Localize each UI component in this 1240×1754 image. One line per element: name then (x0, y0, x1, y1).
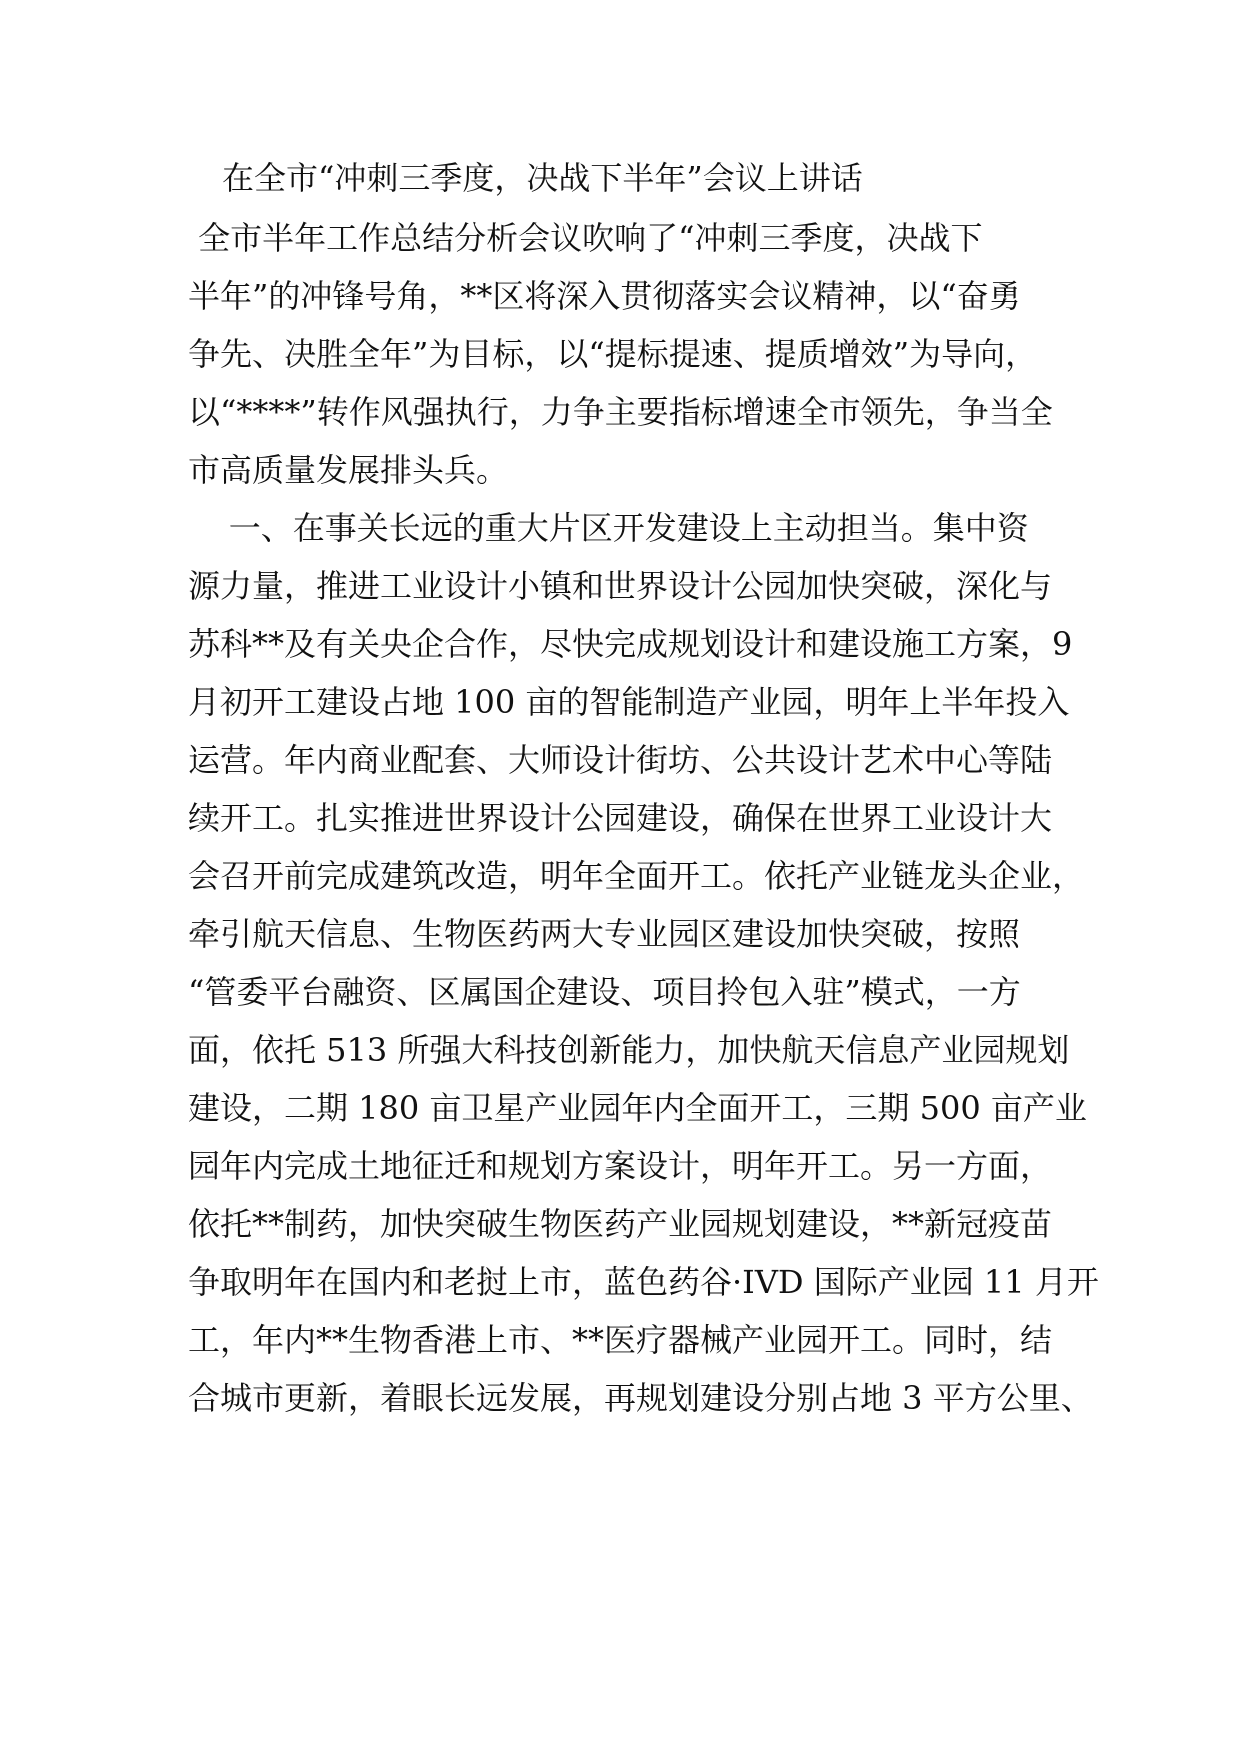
text-line: 市高质量发展排头兵。 (188, 451, 509, 489)
text-line: 运营。年内商业配套、大师设计街坊、公共设计艺术中心等陆 (188, 741, 1053, 779)
text-line: 苏科**及有关央企合作，尽快完成规划设计和建设施工方案，9 (188, 625, 1073, 663)
text-line: 会召开前完成建筑改造，明年全面开工。依托产业链龙头企业， (188, 857, 1085, 895)
document-title: 在全市“冲刺三季度，决战下半年”会议上讲话 (222, 159, 863, 197)
text-line: 面，依托 513 所强大科技创新能力，加快航天信息产业园规划 (188, 1031, 1070, 1069)
text-line: 全市半年工作总结分析会议吹响了“冲刺三季度，决战下 (188, 219, 983, 257)
text-line: 月初开工建设占地 100 亩的智能制造产业园，明年上半年投入 (188, 683, 1070, 721)
text-line: 园年内完成土地征迁和规划方案设计，明年开工。另一方面， (188, 1147, 1053, 1185)
text-line: 工，年内**生物香港上市、**医疗器械产业园开工。同时，结 (188, 1321, 1053, 1359)
text-line: 以“****”转作风强执行，力争主要指标增速全市领先，争当全 (188, 393, 1053, 431)
text-line: 争取明年在国内和老挝上市，蓝色药谷·IVD 国际产业园 11 月开 (188, 1263, 1099, 1301)
text-line: 依托**制药，加快突破生物医药产业园规划建设，**新冠疫苗 (188, 1205, 1053, 1243)
text-line: 牵引航天信息、生物医药两大专业园区建设加快突破，按照 (188, 915, 1021, 953)
text-line: “管委平台融资、区属国企建设、项目拎包入驻”模式，一方 (188, 973, 1021, 1011)
text-line: 源力量，推进工业设计小镇和世界设计公园加快突破，深化与 (188, 567, 1053, 605)
text-line: 半年”的冲锋号角，**区将深入贯彻落实会议精神，以“奋勇 (188, 277, 1021, 315)
text-line: 一、在事关长远的重大片区开发建设上主动担当。集中资 (188, 509, 1029, 547)
text-line: 建设，二期 180 亩卫星产业园年内全面开工，三期 500 亩产业 (188, 1089, 1087, 1127)
text-line: 续开工。扎实推进世界设计公园建设，确保在世界工业设计大 (188, 799, 1053, 837)
text-line: 合城市更新，着眼长远发展，再规划建设分别占地 3 平方公里、 (188, 1379, 1093, 1417)
text-line: 争先、决胜全年”为目标，以“提标提速、提质增效”为导向， (188, 335, 1038, 373)
